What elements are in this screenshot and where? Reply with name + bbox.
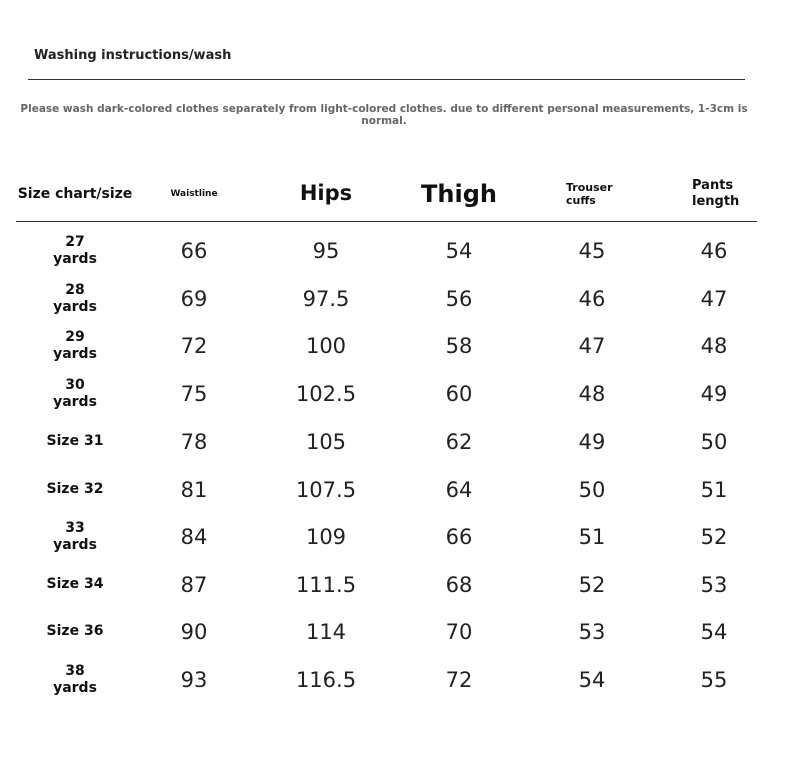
table-row — [0, 467, 790, 513]
cell-thigh: 66 — [445, 525, 473, 549]
cell-trouser-cuffs: 52 — [578, 573, 606, 597]
cell-waistline: 72 — [180, 334, 208, 358]
table-row — [0, 562, 790, 608]
header-pants-length-line1: Pants — [692, 178, 734, 194]
header-trouser-cuffs-line2: cuffs — [566, 194, 596, 207]
header-pants-length — [674, 172, 772, 216]
divider — [28, 79, 745, 80]
cell-waistline: 75 — [180, 382, 208, 406]
cell-thigh: 68 — [445, 573, 473, 597]
cell-hips: 97.5 — [302, 287, 350, 311]
section-title: Washing instructions/wash — [34, 48, 232, 63]
cell-thigh: 56 — [445, 287, 473, 311]
cell-trouser-cuffs: 51 — [578, 525, 606, 549]
cell-hips: 114 — [305, 620, 347, 644]
table-row — [0, 323, 790, 369]
cell-pants-length: 54 — [700, 620, 728, 644]
size-label-line: Size 34 — [46, 576, 104, 593]
table-row — [0, 276, 790, 322]
size-label-line: 30 — [65, 376, 85, 393]
size-label — [25, 562, 125, 608]
cell-hips: 107.5 — [295, 478, 357, 502]
size-label-line: 38 — [65, 662, 85, 679]
size-label — [25, 514, 125, 560]
size-label-line: Size 36 — [46, 623, 104, 640]
cell-waistline: 78 — [180, 430, 208, 454]
cell-waistline: 87 — [180, 573, 208, 597]
header-divider — [16, 221, 757, 222]
cell-trouser-cuffs: 46 — [578, 287, 606, 311]
cell-trouser-cuffs: 54 — [578, 668, 606, 692]
table-row — [0, 609, 790, 655]
size-label-line: Size 32 — [46, 481, 104, 498]
cell-hips: 95 — [312, 239, 340, 263]
cell-trouser-cuffs: 48 — [578, 382, 606, 406]
cell-pants-length: 55 — [700, 668, 728, 692]
cell-trouser-cuffs: 47 — [578, 334, 606, 358]
cell-waistline: 69 — [180, 287, 208, 311]
cell-hips: 105 — [305, 430, 347, 454]
cell-trouser-cuffs: 50 — [578, 478, 606, 502]
size-label-line: Size 31 — [46, 433, 104, 450]
size-label — [25, 276, 125, 322]
size-label — [25, 657, 125, 703]
size-label-line: 28 — [65, 281, 85, 298]
header-pants-length-line2: length — [692, 194, 740, 209]
cell-pants-length: 47 — [700, 287, 728, 311]
size-label-line: 33 — [65, 519, 85, 536]
washing-note: Please wash dark-colored clothes separately from light-colored clothes. due to different personal measurements, 1-3cm is normal. — [20, 103, 748, 127]
size-label — [25, 371, 125, 417]
cell-thigh: 54 — [445, 239, 473, 263]
cell-thigh: 58 — [445, 334, 473, 358]
cell-thigh: 64 — [445, 478, 473, 502]
size-label-line: yards — [53, 346, 97, 362]
size-label-line: yards — [53, 394, 97, 410]
size-label-line: yards — [53, 680, 97, 696]
size-label-line: yards — [53, 251, 97, 267]
cell-waistline: 66 — [180, 239, 208, 263]
cell-pants-length: 50 — [700, 430, 728, 454]
size-label — [25, 323, 125, 369]
cell-thigh: 60 — [445, 382, 473, 406]
cell-hips: 116.5 — [295, 668, 357, 692]
header-trouser-cuffs — [552, 172, 646, 216]
cell-hips: 111.5 — [295, 573, 357, 597]
table-row — [0, 657, 790, 703]
size-label — [25, 228, 125, 274]
cell-thigh: 70 — [445, 620, 473, 644]
cell-waistline: 90 — [180, 620, 208, 644]
header-trouser-cuffs-line1: Trouser — [566, 180, 613, 194]
header-waistline: Waistline — [170, 188, 218, 199]
cell-pants-length: 49 — [700, 382, 728, 406]
cell-pants-length: 46 — [700, 239, 728, 263]
table-row — [0, 514, 790, 560]
size-label-line: yards — [53, 299, 97, 315]
cell-pants-length: 52 — [700, 525, 728, 549]
size-label — [25, 467, 125, 513]
cell-trouser-cuffs: 53 — [578, 620, 606, 644]
header-size: Size chart/size — [17, 185, 133, 202]
cell-thigh: 72 — [445, 668, 473, 692]
header-hips: Hips — [299, 181, 353, 206]
cell-trouser-cuffs: 49 — [578, 430, 606, 454]
cell-hips: 100 — [305, 334, 347, 358]
cell-pants-length: 51 — [700, 478, 728, 502]
cell-hips: 109 — [305, 525, 347, 549]
size-label-line: 29 — [65, 328, 85, 345]
size-label — [25, 609, 125, 655]
table-row — [0, 371, 790, 417]
size-label — [25, 419, 125, 465]
table-row — [0, 419, 790, 465]
header-thigh: Thigh — [421, 179, 497, 208]
cell-waistline: 81 — [180, 478, 208, 502]
size-label-line: yards — [53, 537, 97, 553]
size-label-line: 27 — [65, 233, 85, 250]
cell-pants-length: 48 — [700, 334, 728, 358]
cell-pants-length: 53 — [700, 573, 728, 597]
cell-hips: 102.5 — [295, 382, 357, 406]
table-row — [0, 228, 790, 274]
cell-waistline: 84 — [180, 525, 208, 549]
cell-waistline: 93 — [180, 668, 208, 692]
cell-thigh: 62 — [445, 430, 473, 454]
cell-trouser-cuffs: 45 — [578, 239, 606, 263]
